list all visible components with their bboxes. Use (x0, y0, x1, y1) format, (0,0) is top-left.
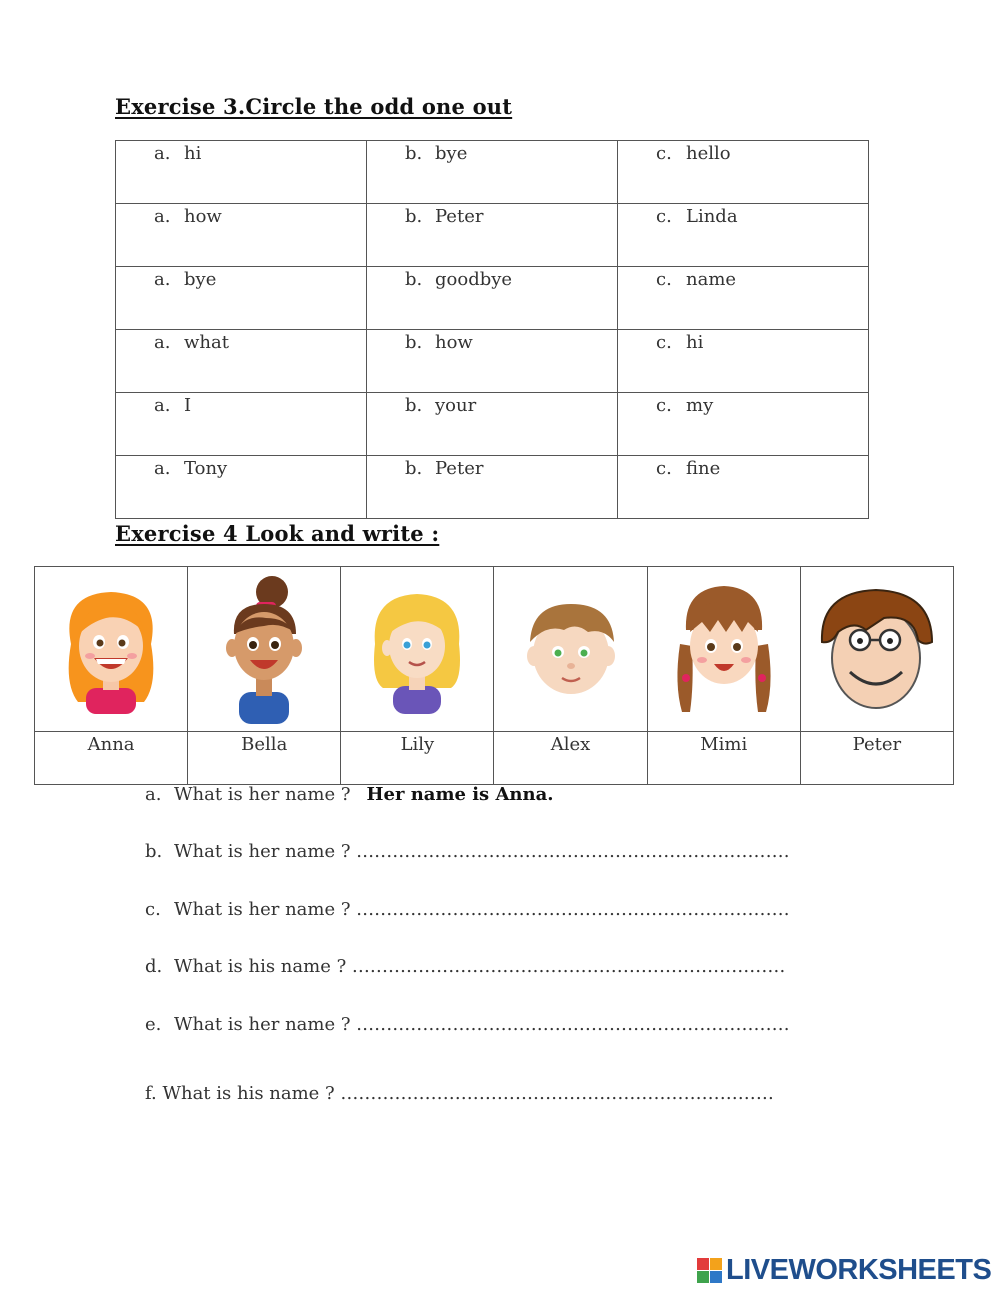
question-text: What is his name ? (174, 956, 347, 977)
option-cell[interactable] (116, 330, 367, 393)
option-cell[interactable] (367, 456, 618, 519)
answer-blank[interactable]: ........................................................................ (351, 956, 786, 977)
bella-face-illustration (214, 574, 314, 724)
question-text: What is her name ? (174, 899, 351, 920)
option-letter: b. (405, 395, 423, 416)
question-text: What is her name ? (174, 841, 351, 862)
option (367, 393, 617, 416)
option-cell[interactable] (367, 204, 618, 267)
option-word: how (435, 332, 473, 353)
option (116, 204, 366, 227)
option-cell[interactable] (116, 141, 367, 204)
odd-one-out-row (116, 141, 869, 204)
question-text: What is his name ? (162, 1083, 335, 1104)
odd-one-out-row (116, 204, 869, 267)
option-letter: b. (405, 269, 423, 290)
option-word: bye (184, 269, 217, 290)
question-text: What is her name ? (174, 784, 351, 805)
logo-text: LIVEWORKSHEETS (726, 1253, 992, 1286)
option-word: what (184, 332, 229, 353)
option (116, 141, 366, 164)
option-cell[interactable] (116, 267, 367, 330)
option (367, 456, 617, 479)
name-cell: Bella (188, 732, 341, 785)
question-f (145, 1083, 774, 1104)
face-cell-lily (341, 567, 494, 732)
alex-face-illustration (516, 594, 626, 704)
option (367, 330, 617, 353)
option-word: name (686, 269, 737, 290)
option-letter: c. (656, 458, 672, 479)
question-letter: d. (145, 956, 163, 977)
option-letter: c. (656, 143, 672, 164)
face-cell-anna (35, 567, 188, 732)
odd-one-out-row (116, 267, 869, 330)
faces-table (34, 566, 954, 785)
logo-blocks-icon (697, 1258, 722, 1283)
liveworksheets-logo (697, 1255, 991, 1285)
option-word: Linda (686, 206, 738, 227)
question-letter: e. (145, 1014, 162, 1035)
peter-face-illustration (814, 584, 939, 714)
question-letter: a. (145, 784, 162, 805)
option-letter: c. (656, 332, 672, 353)
option-word: my (686, 395, 714, 416)
option-letter: c. (656, 395, 672, 416)
option-cell[interactable] (618, 204, 869, 267)
option-letter: a. (154, 332, 171, 353)
option-letter: a. (154, 458, 171, 479)
option-cell[interactable] (618, 393, 869, 456)
question-letter: c. (145, 899, 161, 920)
option (618, 393, 868, 416)
option-letter: a. (154, 143, 171, 164)
question-c (145, 899, 790, 920)
option-cell[interactable] (367, 393, 618, 456)
option-letter: a. (154, 206, 171, 227)
option-letter: b. (405, 458, 423, 479)
answer-blank[interactable]: ........................................................................ (356, 841, 790, 862)
name-cell: Lily (341, 732, 494, 785)
name-cell: Peter (800, 732, 953, 785)
option-letter: a. (154, 395, 171, 416)
option-letter: c. (656, 269, 672, 290)
anna-face-illustration (56, 584, 166, 714)
option-cell[interactable] (367, 267, 618, 330)
question-letter: b. (145, 841, 163, 862)
option-letter: b. (405, 332, 423, 353)
odd-one-out-row (116, 456, 869, 519)
option-word: Peter (435, 458, 484, 479)
option-word: goodbye (435, 269, 513, 290)
odd-one-out-row (116, 330, 869, 393)
option-word: hi (184, 143, 202, 164)
option-cell[interactable] (618, 141, 869, 204)
question-b (145, 841, 790, 862)
option-cell[interactable] (618, 267, 869, 330)
name-cell: Anna (35, 732, 188, 785)
option-word: hi (686, 332, 704, 353)
face-cell-peter (800, 567, 953, 732)
question-letter: f. (145, 1083, 157, 1104)
option-cell[interactable] (367, 330, 618, 393)
odd-one-out-table (115, 140, 869, 519)
question-a (145, 784, 554, 805)
option (367, 141, 617, 164)
example-answer: Her name is Anna. (366, 784, 554, 805)
option-word: how (184, 206, 222, 227)
option (116, 330, 366, 353)
question-e (145, 1014, 790, 1035)
option-cell[interactable] (116, 456, 367, 519)
option-word: I (184, 395, 192, 416)
option (116, 267, 366, 290)
exercise-3-title: Exercise 3.Circle the odd one out (115, 94, 513, 119)
name-cell: Alex (494, 732, 647, 785)
option-letter: b. (405, 206, 423, 227)
exercise-4-title: Exercise 4 Look and write : (115, 521, 440, 546)
option-cell[interactable] (116, 393, 367, 456)
lily-face-illustration (367, 584, 467, 714)
odd-one-out-row (116, 393, 869, 456)
face-cell-mimi (647, 567, 800, 732)
option-word: hello (686, 143, 731, 164)
option (116, 393, 366, 416)
option-letter: c. (656, 206, 672, 227)
mimi-face-illustration (664, 574, 784, 724)
option (618, 456, 868, 479)
option (618, 267, 868, 290)
option (367, 267, 617, 290)
question-text: What is her name ? (174, 1014, 351, 1035)
option-word: Peter (435, 206, 484, 227)
option-letter: b. (405, 143, 423, 164)
option (116, 456, 366, 479)
option-letter: a. (154, 269, 171, 290)
face-cell-bella (188, 567, 341, 732)
name-cell: Mimi (647, 732, 800, 785)
question-d (145, 956, 786, 977)
option-cell[interactable] (116, 204, 367, 267)
option-cell[interactable] (618, 456, 869, 519)
option (618, 141, 868, 164)
answer-blank[interactable]: ........................................................................ (340, 1083, 775, 1104)
option-cell[interactable] (618, 330, 869, 393)
option-cell[interactable] (367, 141, 618, 204)
option-word: bye (435, 143, 468, 164)
option-word: fine (686, 458, 721, 479)
option (618, 330, 868, 353)
option-word: your (435, 395, 477, 416)
answer-blank[interactable]: ........................................................................ (356, 899, 790, 920)
option (367, 204, 617, 227)
option (618, 204, 868, 227)
answer-blank[interactable]: ........................................................................ (356, 1014, 790, 1035)
option-word: Tony (184, 458, 228, 479)
face-cell-alex (494, 567, 647, 732)
